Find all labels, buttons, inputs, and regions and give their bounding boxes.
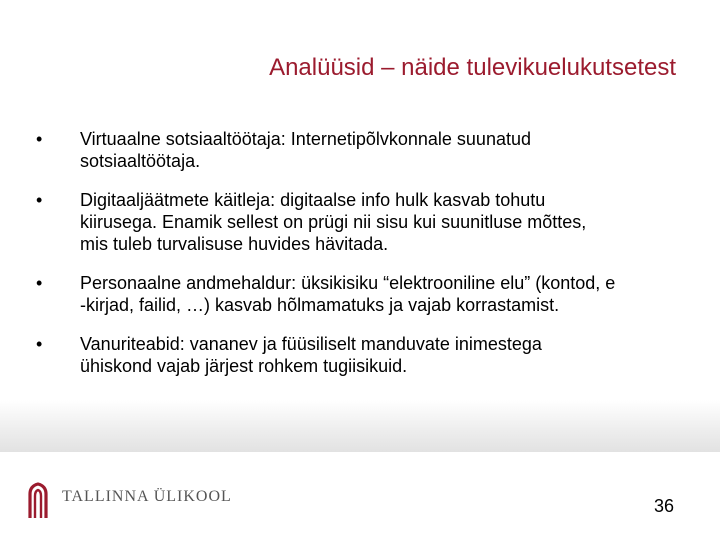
bullet-item (36, 333, 684, 377)
bullet-item (36, 189, 684, 255)
bullet-line: kiirusega. Enamik sellest on prügi nii sisu kui suunitluse mõttes, (80, 212, 587, 232)
bullet-line: -kirjad, failid, …) kasvab hõlmamatuks ja vajab korrastamist. (80, 295, 560, 315)
logo-text: TALLINNA ÜLIKOOL (62, 488, 232, 505)
bullet-icon: • (36, 334, 43, 354)
footer-gradient-band (0, 400, 720, 452)
bullet-line: Digitaaljäätmete käitleja: digitaalse info hulk kasvab tohutu (80, 190, 546, 210)
bullet-list (36, 128, 684, 394)
bullet-line: mis tuleb turvalisuse huvides hävitada. (80, 234, 389, 254)
tallinn-university-logo-icon (26, 480, 50, 520)
bullet-icon: • (36, 129, 43, 149)
bullet-line: ühiskond vajab järjest rohkem tugiisikuid. (80, 356, 408, 376)
bullet-line: Personaalne andmehaldur: üksikisiku “elektrooniline elu” (kontod, e (80, 273, 616, 293)
page-number: 36 (653, 496, 674, 516)
bullet-icon: • (36, 190, 43, 210)
bullet-item (36, 272, 684, 316)
bullet-icon: • (36, 273, 43, 293)
bullet-line: sotsiaaltöötaja. (80, 151, 201, 171)
bullet-line: Virtuaalne sotsiaaltöötaja: Internetipõlvkonnale suunatud (80, 129, 531, 149)
slide-title: Analüüsid – näide tulevikuelukutsetest (269, 54, 676, 81)
bullet-line: Vanuriteabid: vananev ja füüsiliselt manduvate inimestega (80, 334, 542, 354)
bullet-item (36, 128, 684, 172)
